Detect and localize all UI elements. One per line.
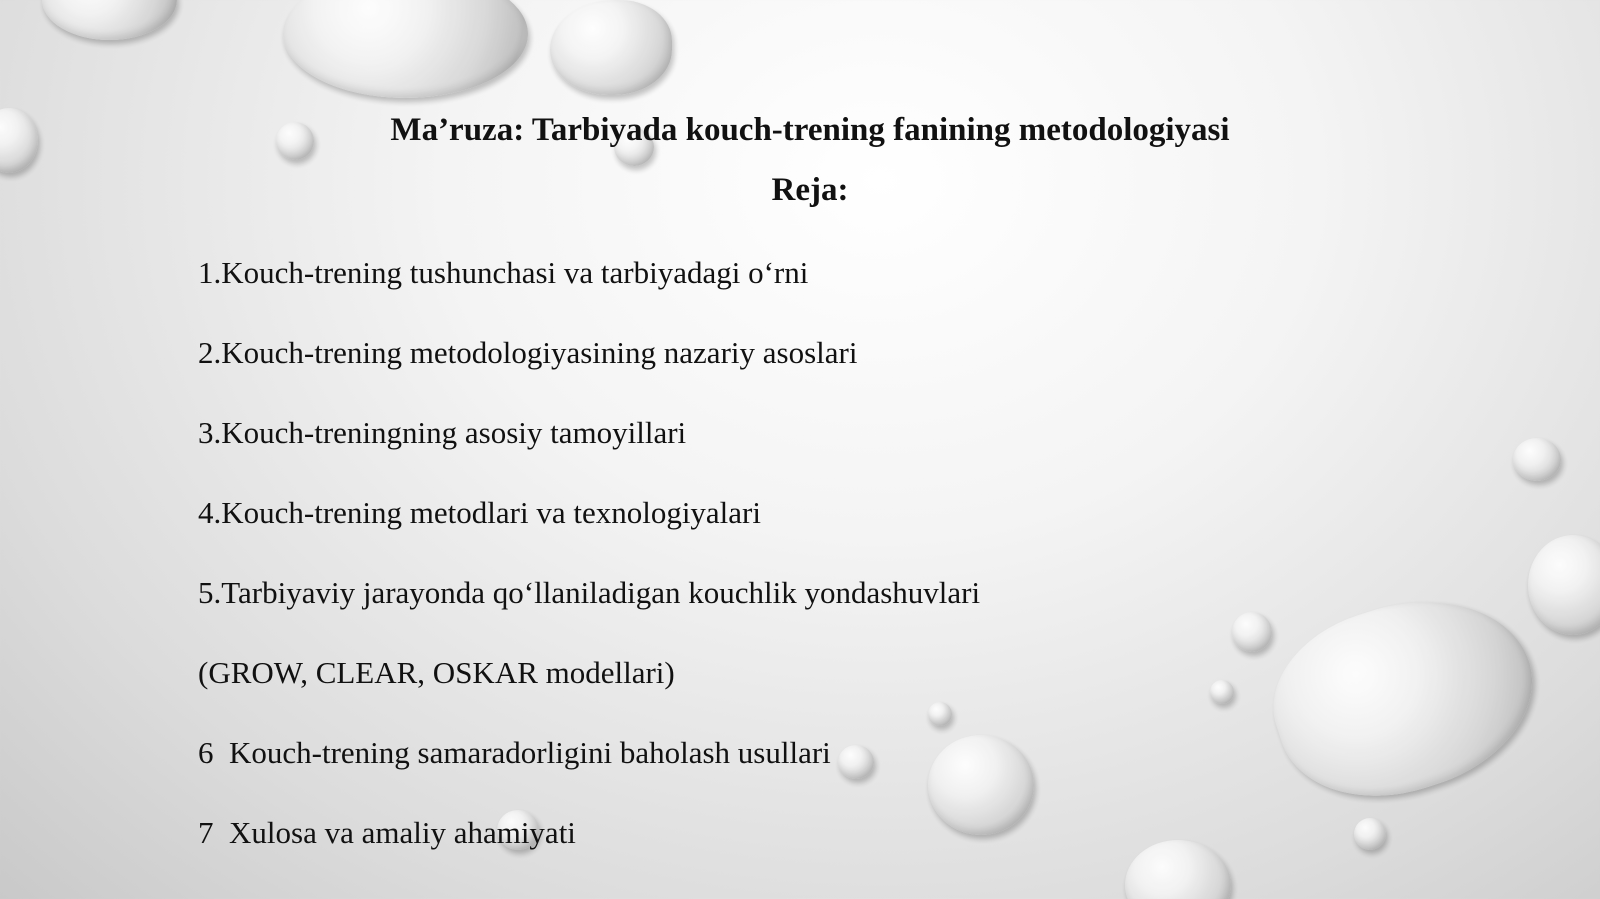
- water-drop-decoration: [1528, 535, 1600, 635]
- water-drop-decoration: [1354, 818, 1386, 850]
- water-drop-decoration: [550, 0, 672, 95]
- list-item: (GROW, CLEAR, OSKAR modellari): [198, 655, 675, 690]
- plan-list: [198, 253, 980, 893]
- water-drop-decoration: [1125, 840, 1231, 899]
- list-item: 1.Kouch-trening tushunchasi va tarbiyadagi o‘rni: [198, 255, 809, 290]
- water-drop-decoration: [283, 0, 528, 98]
- slide-subtitle: Reja:: [771, 172, 849, 208]
- list-item: 2.Kouch-trening metodologiyasining nazariy asoslari: [198, 335, 858, 370]
- water-drop-decoration: [0, 108, 38, 173]
- list-item: 6 Kouch-trening samaradorligini baholash usullari: [198, 735, 831, 770]
- water-drop-decoration: [1252, 569, 1556, 825]
- water-drop-decoration: [1210, 680, 1234, 704]
- water-drop-decoration: [42, 0, 177, 40]
- slide-title: Ma’ruza: Tarbiyada kouch-trening fanining metodologiyasi: [390, 112, 1230, 148]
- water-drop-decoration: [1513, 438, 1561, 481]
- water-drop-decoration: [1232, 612, 1272, 652]
- list-item: 3.Kouch-treningning asosiy tamoyillari: [198, 415, 687, 450]
- list-item: 7 Xulosa va amaliy ahamiyati: [198, 815, 576, 850]
- list-item: 5.Tarbiyaviy jarayonda qo‘llaniladigan kouchlik yondashuvlari: [198, 575, 981, 610]
- list-item: 4.Kouch-trening metodlari va texnologiyalari: [198, 495, 761, 530]
